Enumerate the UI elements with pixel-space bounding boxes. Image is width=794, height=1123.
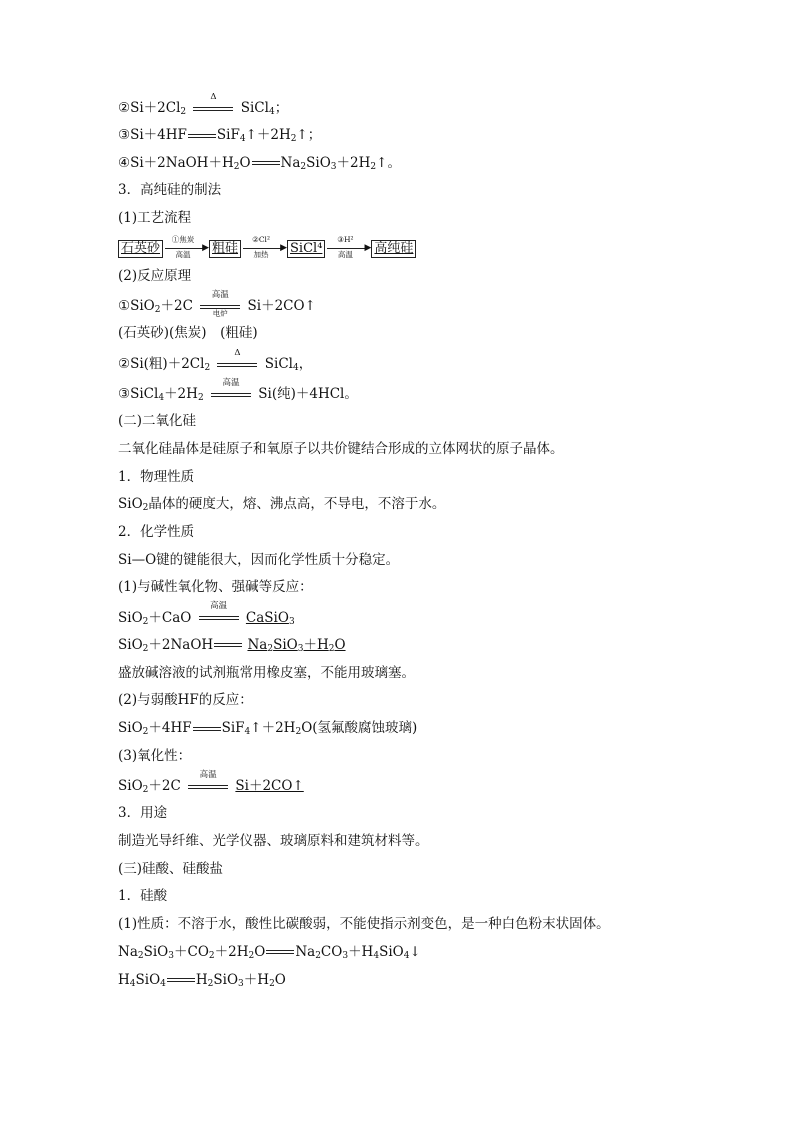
equation-sio2-hf: SiO$_2$＋4HF $SiF_4↑+2H_2O$(氢氟酸腐蚀玻璃): [118, 720, 418, 737]
equation-na2sio3-co2: $Na_2SiO_3+CO_2+2H_2O$ $Na_2CO_3+H_4SiO_4↓$: [118, 943, 421, 961]
paragraph-sio2-structure: 二氧化硅晶体是硅原子和氧原子以共价键结合形成的立体网状的原子晶体。: [118, 440, 564, 457]
subheading-oxidizing: (3)氧化性：: [118, 747, 192, 764]
flow-node-pure-silicon: 高纯硅: [371, 240, 416, 258]
flow-arrow-1: ①焦炭 ▶ 高温: [163, 239, 209, 259]
flow-node-crude-silicon: 粗硅: [209, 240, 241, 258]
equation-sicl4-h2: $③SiCl_4+2H_2$ 高温 Si(纯)＋4HCl。: [118, 377, 358, 404]
document-page: [118, 92, 698, 994]
heading-chemical-properties: 2．化学性质: [118, 523, 195, 540]
flow-arrow-2: ②Cl² ▶ 加热: [241, 239, 287, 259]
heading-silicic-acid: 1．硅酸: [118, 888, 168, 905]
subheading-hf-reaction: (2)与弱酸HF的反应：: [118, 692, 253, 709]
reaction-condition: 高温 电炉: [200, 300, 240, 314]
paragraph-sio2-physical: SiO$_2$晶体的硬度大，熔、沸点高，不导电，不溶于水。: [118, 496, 446, 514]
reaction-condition: 高温: [211, 388, 251, 402]
flow-arrow-3: ③H² ▶ 高温: [325, 239, 371, 259]
heading-uses: 3．用途: [118, 805, 168, 822]
equation-si-cl2: $②Si+2Cl_2$ Δ SiCl$_4$；: [118, 91, 289, 117]
paragraph-si-o-bond: Si—O键的键能很大，因而化学性质十分稳定。: [118, 551, 400, 568]
paragraph-uses: 制造光导纤维、光学仪器、玻璃原料和建筑材料等。: [118, 833, 429, 850]
flow-node-quartz-sand: 石英砂: [118, 240, 163, 258]
equation-si-naoh: $④Si+2NaOH+H_2O$ $Na_2SiO_3+2H_2↑$。: [118, 154, 401, 172]
reaction-condition: Δ: [217, 358, 257, 372]
equation-si-hf: ③Si＋4HF $SiF_4↑+2H_2↑$；: [118, 127, 322, 144]
equation-sio2-c-oxidation: SiO$_2$＋2C 高温 Si＋2CO↑: [118, 769, 304, 796]
section-heading-silicon-dioxide: (二)二氧化硅: [118, 413, 197, 430]
paragraph-rubber-stopper: 盛放碱溶液的试剂瓶常用橡皮塞，不能用玻璃塞。: [118, 664, 415, 681]
paragraph-silicic-acid-properties: (1)性质：不溶于水，酸性比碳酸弱，不能使指示剂变色，是一种白色粉末状固体。: [118, 916, 610, 933]
heading-high-purity-silicon: 3．高纯硅的制法: [118, 182, 222, 199]
reactant-labels: (石英砂)(焦炭) (粗硅): [118, 325, 258, 342]
subheading-basic-oxide-reaction: (1)与碱性氧化物、强碱等反应：: [118, 579, 313, 596]
reaction-condition: 高温: [188, 780, 228, 794]
reaction-condition: Δ: [193, 102, 233, 116]
section-heading-silicic-acid: (三)硅酸、硅酸盐: [118, 860, 224, 877]
equation-sio2-naoh: SiO$_2$＋2NaOH $Na_2SiO_3+H_2O$: [118, 636, 346, 654]
subheading-process-flow: (1)工艺流程: [118, 210, 192, 227]
equation-h4sio4-decompose: $H_4SiO_4$ $H_2SiO_3+H_2O$: [118, 971, 286, 989]
reaction-condition: 高温: [199, 611, 239, 625]
equation-sio2-c: ①SiO$_2$＋2C 高温 电炉 Si＋2CO↑: [118, 289, 316, 318]
equation-sio2-cao: SiO$_2$＋CaO 高温 CaSiO$_3$: [118, 601, 295, 627]
process-flow-diagram: [118, 235, 698, 263]
heading-physical-properties: 1．物理性质: [118, 468, 195, 485]
equation-crude-si-cl2: ②Si(粗)$+2Cl_2$ Δ SiCl$_4$，: [118, 347, 313, 374]
subheading-reaction-principle: (2)反应原理: [118, 267, 192, 284]
flow-node-sicl4: SiCl⁴: [287, 240, 325, 258]
